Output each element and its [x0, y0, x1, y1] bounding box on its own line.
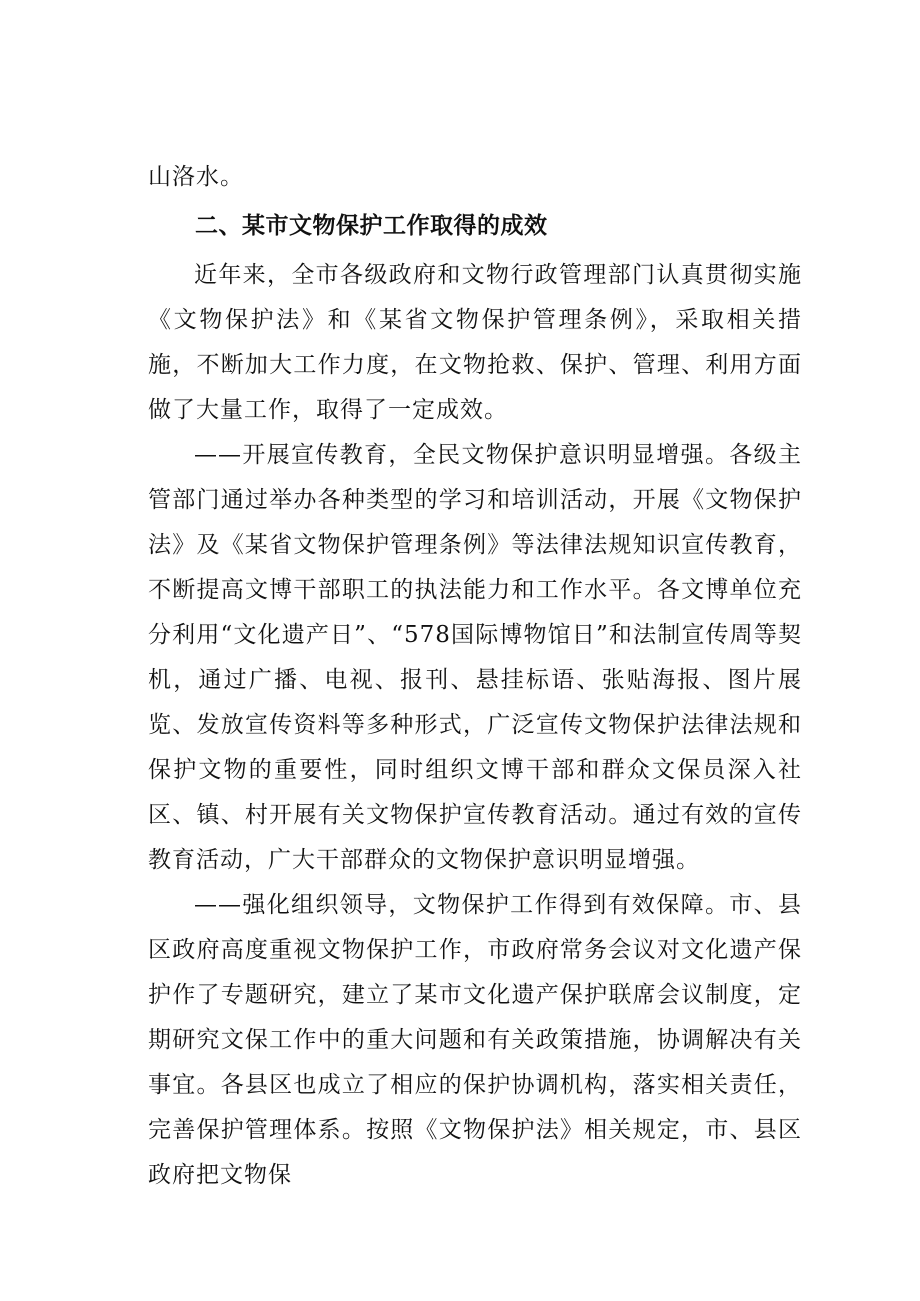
continuation-text — [148, 155, 802, 200]
section-heading: 二、某市文物保护工作取得的成效 — [195, 213, 548, 239]
section-body — [148, 253, 802, 1198]
paragraph-publicity-education: ——开展宣传教育，全民文物保护意识明显增强。各级主管部门通过举办各种类型的学习和培训活动，开展《文物保护法》及《某省文物保护管理条例》等法律法规知识宣传教育，不断提高文博干部职工的执法能力和工作水平。各文博单位充分利用“文化遗产日”、“578国际博物馆日”和法制宣传周等契机，通过广播、电视、报刊、悬挂标语、张贴海报、图片展览、发放宣传资料等多种形式，广泛宣传文物保护法律法规和保护文物的重要性，同时组织文博干部和群众文保员深入社区、镇、村开展有关文物保护宣传教育活动。通过有效的宣传教育活动，广大干部群众的文物保护意识明显增强。 — [148, 442, 802, 873]
paragraph-intro: 近年来，全市各级政府和文物行政管理部门认真贯彻实施《文物保护法》和《某省文物保护管理条例》，采取相关措施，不断加大工作力度，在文物抢救、保护、管理、利用方面做了大量工作，取得了一定成效。 — [148, 262, 802, 423]
paragraph-organization-leadership: ——强化组织领导，文物保护工作得到有效保障。市、县区政府高度重视文物保护工作，市政府常务会议对文化遗产保护作了专题研究，建立了某市文化遗产保护联席会议制度，定期研究文保工作中的重大问题和有关政策措施，协调解决有关事宜。各县区也成立了相应的保护协调机构，落实相关责任，完善保护管理体系。按照《文物保护法》相关规定，市、县区政府把文物保 — [148, 892, 802, 1188]
continuation-line: 山洛水。 — [148, 164, 244, 190]
